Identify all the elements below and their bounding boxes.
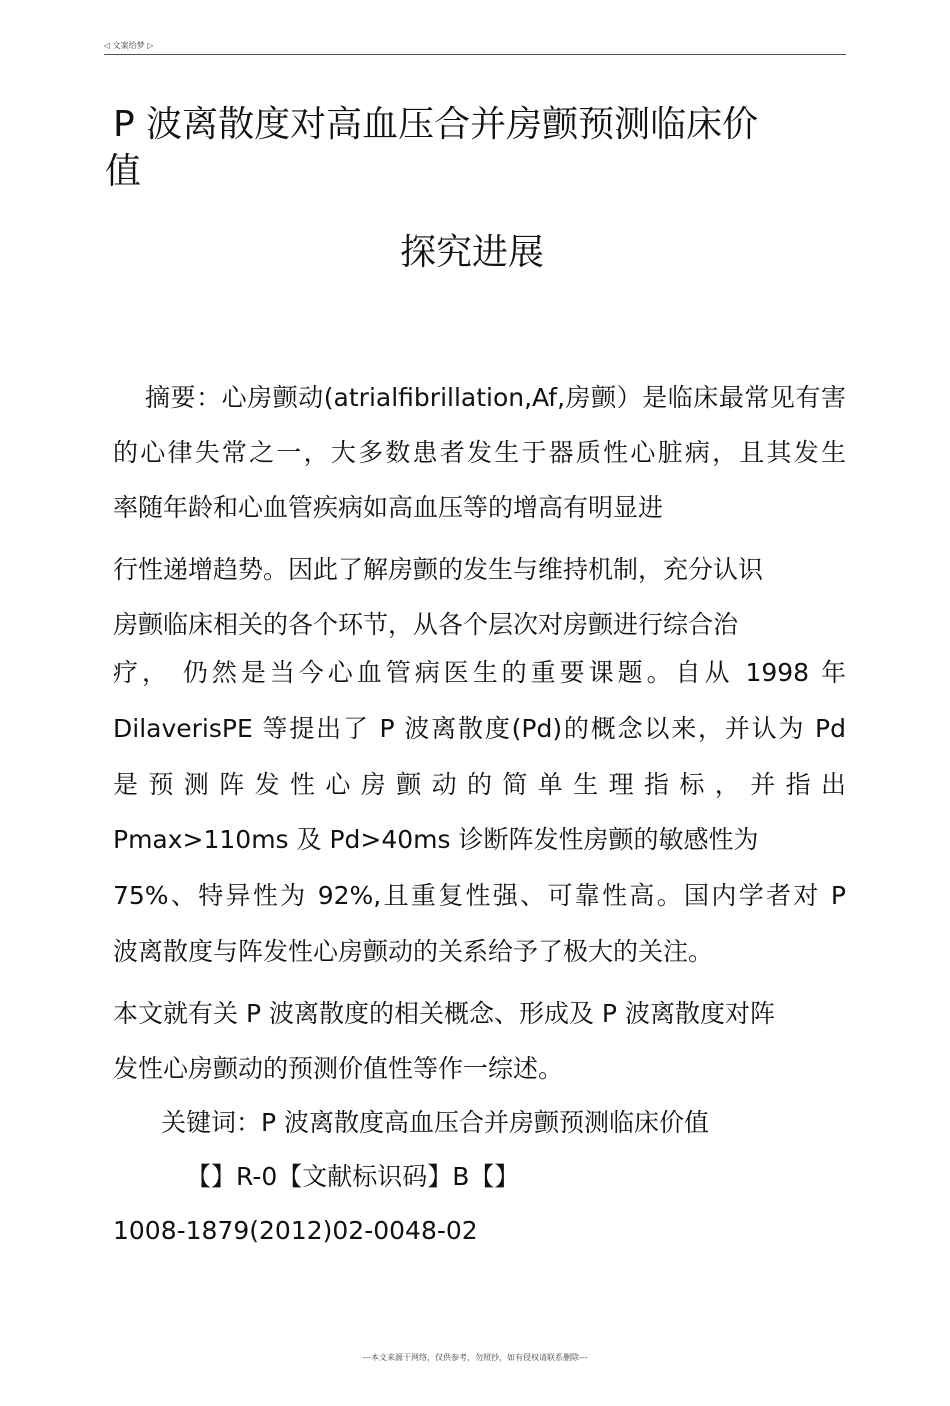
abstract-line-10: 75%、特异性为 92%,且重复性强、可靠性高。国内学者对 P [113,881,846,910]
article-number-line: 1008-1879(2012)02-0048-02 [113,1216,478,1245]
document-subtitle: 探究进展 [400,232,545,273]
abstract-line-9: Pmax>110ms 及 Pd>40ms 诊断阵发性房颤的敏感性为 [113,825,759,854]
abstract-line-1: 摘要：心房颤动(atrialfibrillation,Af,房颤）是临床最常见有害 [145,383,846,412]
abstract-line-4: 行性递增趋势。因此了解房颤的发生与维持机制，充分认识 [113,555,764,584]
abstract-line-2: 的心律失常之一，大多数患者发生于器质性心脏病，且其发生 [113,438,846,467]
abstract-line-6: 疗， 仍然是当今心血管病医生的重要课题。自从 1998 年 [113,658,846,687]
abstract-line-13: 发性心房颤动的预测价值性等作一综述。 [113,1054,564,1083]
abstract-line-12: 本文就有关 P 波离散度的相关概念、形成及 P 波离散度对阵 [113,999,775,1028]
abstract-line-11: 波离散度与阵发性心房颤动的关系给予了极大的关注。 [113,937,714,966]
header-note: ◁ 文案给梦 ▷ [104,41,154,50]
abstract-line-3: 率随年龄和心血管疾病如高血压等的增高有明显进 [113,493,664,522]
document-title-line-1: P 波离散度对高血压合并房颤预测临床价 [113,104,759,145]
abstract-line-8: 是预测阵发性心房颤动的简单生理指标，并指出 [113,770,846,799]
classification-line: 【】R-0【文献标识码】B【】 [186,1162,520,1191]
document-title-line-2: 值 [105,151,142,192]
footer-note: ---本文来源于网络，仅供参考，勿照抄，如有侵权请联系删除--- [362,1353,588,1362]
abstract-line-5: 房颤临床相关的各个环节，从各个层次对房颤进行综合治 [113,610,739,639]
keywords-line: 关键词：P 波离散度高血压合并房颤预测临床价值 [161,1108,710,1137]
header-divider [104,54,846,55]
abstract-line-7: DilaverisPE 等提出了 P 波离散度(Pd)的概念以来，并认为 Pd [113,714,846,743]
